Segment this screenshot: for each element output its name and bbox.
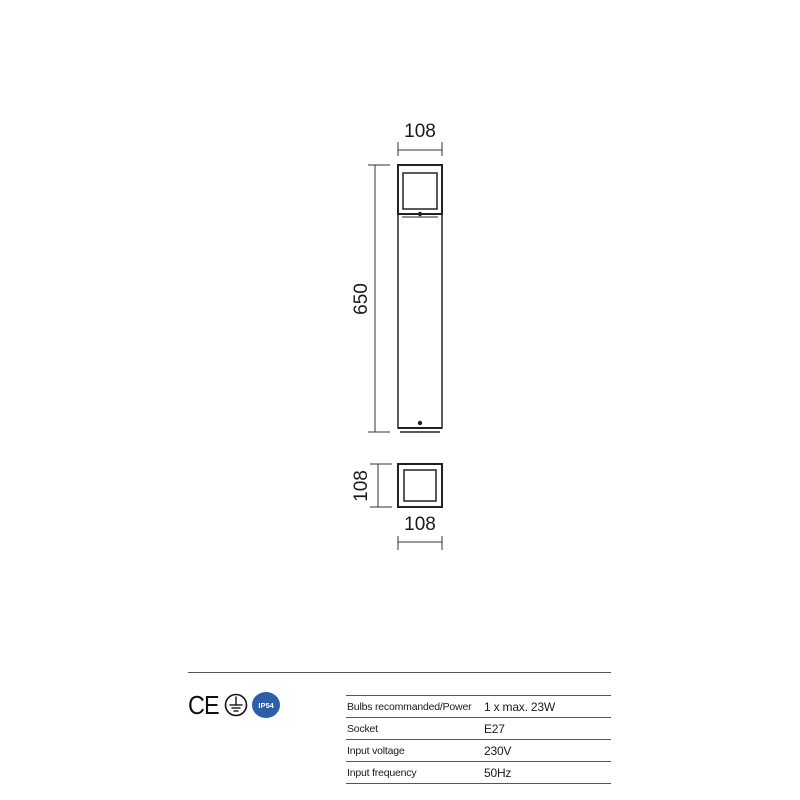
earth-ground-icon (224, 693, 248, 717)
spec-label: Input voltage (347, 744, 405, 757)
top-depth-label: 108 (351, 470, 372, 502)
table-row (346, 718, 611, 740)
top-width-label: 108 (404, 514, 436, 535)
ip54-badge-icon: IP54 (252, 692, 280, 718)
spec-value: 1 x max. 23W (484, 699, 555, 714)
specs-divider (188, 672, 611, 673)
spec-value: 230V (484, 743, 512, 758)
spec-value: E27 (484, 721, 505, 736)
front-width-dimension (398, 142, 442, 156)
front-width-label: 108 (404, 121, 436, 142)
spec-label: Input frequency (347, 766, 417, 779)
top-depth-dimension (370, 464, 392, 507)
table-row (346, 762, 611, 784)
spec-value: 50Hz (484, 765, 512, 780)
table-row (346, 740, 611, 762)
certification-icons (188, 692, 280, 718)
spec-label: Socket (347, 722, 378, 735)
table-row (346, 696, 611, 718)
bollard-top-view (398, 464, 442, 507)
specs-table (346, 695, 611, 784)
top-width-dimension (398, 536, 442, 550)
bollard-front-view (398, 165, 442, 432)
spec-label: Bulbs recommanded/Power (347, 700, 472, 713)
ce-mark-icon: CE (188, 690, 219, 720)
height-label: 650 (351, 283, 372, 315)
